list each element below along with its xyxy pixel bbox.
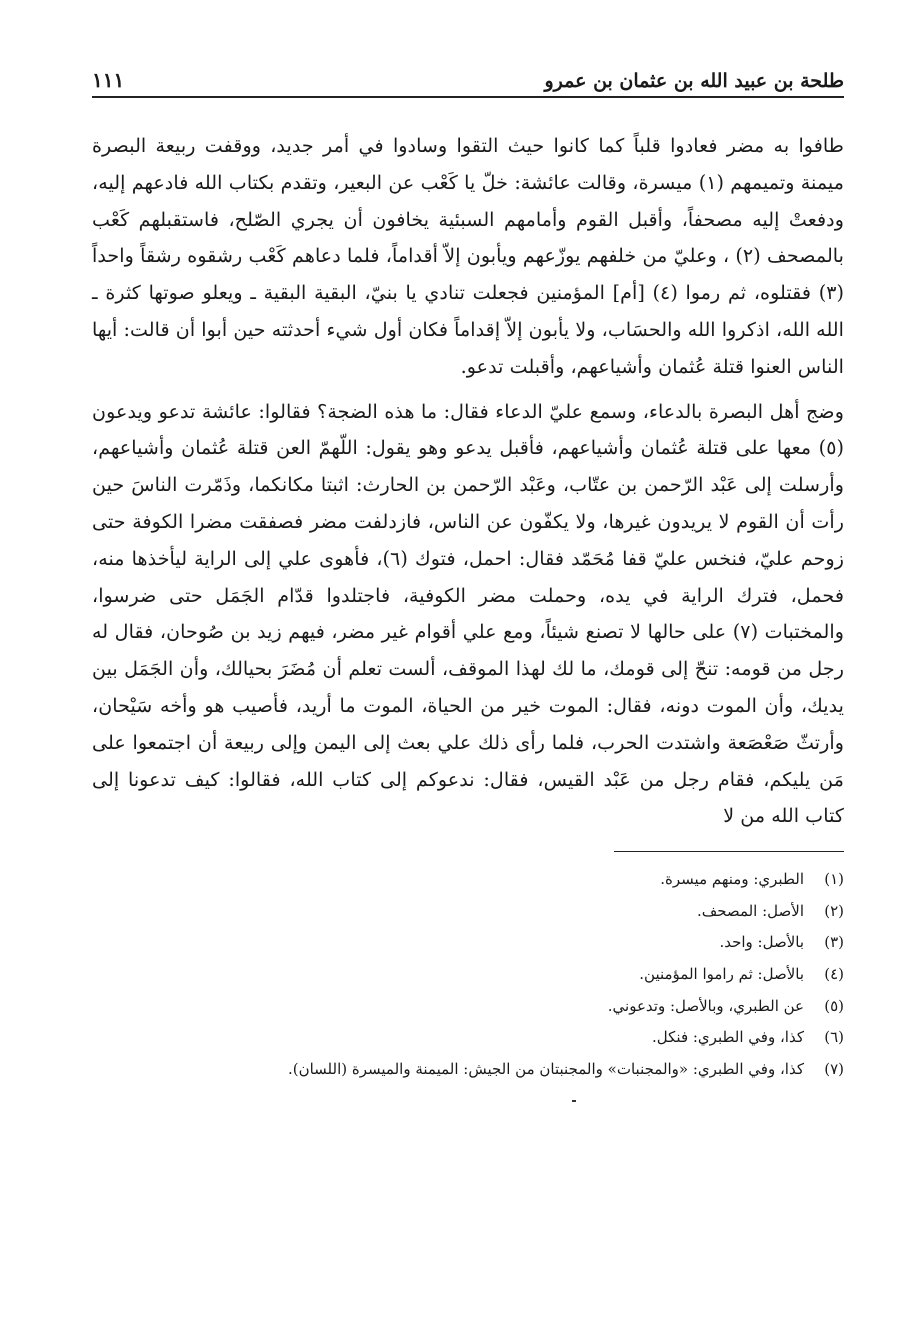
paragraph: وضج أهل البصرة بالدعاء، وسمع عليّ الدعاء فقال: ما هذه الضجة؟ فقالوا: عائشة تدعو ويدعون (٥) معها على قتلة عُثمان وأشياعهم، فأقبل يدعو وهو يقول: اللّهمّ العن قتلة عُثمان وأشياعهم، وأرسلت إلى عَبْد الرّحمن بن عتّاب، وعَبْد الرّحمن بن الحارث: اثبتا مكانكما، وذَمّرت الناسَ حين رأت أن القوم لا يريدون غيرها، ولا يكفّون عن الناس، فازدلفت مضر فصفقت مضرا الكوفة حتى زوحم عليّ، فنخس عليّ قفا مُحَمّد فقال: احمل، فتوك (٦)، فأهوى علي إلى الراية ليأخذها منه، فحمل، فترك الراية في يده، وحملت مضر الكوفية، فاجتلدوا قدّام الجَمَل حتى ضرسوا، والمختبات (٧) على حالها لا تصنع شيئاً، ومع علي أقوام غير مضر، فيهم زيد بن صُوحان، فقال له رجل من قومه: تنحّ إلى قومك، ما لك لهذا الموقف، ألست تعلم أن مُضَرَ بحيالك، وأن الجَمَل بين يديك، وأن الموت دونه، فقال: الموت خير من الحياة، الموت ما أريد، فأصيب هو وأخه سَيْحان، وأرتثّ صَعْصَعة واشتدت الحرب، فلما رأى ذلك علي بعث إلى اليمن وإلى ربيعة أن اجتمعوا على مَن يليكم، فقام رجل من عَبْد القيس، فقال: ندعوكم إلى كتاب الله، فقالوا: كيف تدعونا إلى كتاب الله من لا bbox=[92, 399, 844, 828]
book-page bbox=[92, 52, 844, 1085]
footnote bbox=[92, 1054, 844, 1086]
paragraph: طافوا به مضر فعادوا قلباً كما كانوا حيث التقوا وسادوا في أمر جديد، ووقفت ربيعة البصرة ميمنة وتميمهم (١) ميسرة، وقالت عائشة: خلّ يا كَعْب عن البعير، وتقدم بكتاب الله فادعهم إليه، ودفعتْ إليه مصحفاً، وأقبل القوم وأمامهم السبئية يخافون أن يجري الصّلح، فاستقبلهم كَعْب بالمصحف (٢) ، وعليّ من خلفهم يوزّعهم ويأبون إلاّ أقداماً، فلما دعاهم كَعْب رشقوه رشقاً واحداً (٣) فقتلوه، ثم رموا (٤) [أم] المؤمنين فجعلت تنادي يا بنيّ، البقية البقية ـ ويعلو صوتها كثرة ـ الله الله، اذكروا الله والحسَاب، ولا يأبون إلاّ إقداماً فكان أول شيء أحدثته حين أبوا أن قالت: أيها الناس العنوا قتلة عُثمان وأشياعهم، وأقبلت تدعو. bbox=[92, 134, 844, 378]
footnote-number: (٣) bbox=[824, 933, 844, 952]
footnote-text: الأصل: المصحف. bbox=[696, 901, 804, 920]
page-header bbox=[92, 52, 844, 98]
footnote bbox=[92, 896, 844, 928]
body-text bbox=[92, 128, 844, 835]
footnote bbox=[92, 927, 844, 959]
footnote bbox=[92, 864, 844, 896]
footnote-number: (١) bbox=[824, 870, 844, 889]
footnote-text: بالأصل: ثم راموا المؤمنين. bbox=[639, 964, 804, 983]
footnote-number: (٥) bbox=[824, 996, 844, 1015]
footnote-number: (٤) bbox=[824, 964, 844, 983]
footnote-text: كذا، وفي الطبري: «والمجنبات» والمجنبتان من الجيش: الميمنة والميسرة (اللسان). bbox=[287, 1059, 804, 1078]
footnote-number: (٦) bbox=[824, 1028, 844, 1047]
page-number: ١١١ bbox=[92, 68, 125, 92]
footnote-number: (٧) bbox=[824, 1059, 844, 1078]
footnote bbox=[92, 959, 844, 991]
footnotes-list bbox=[92, 864, 844, 1085]
running-title: طلحة بن عبيد الله بن عثمان بن عمرو bbox=[544, 70, 844, 92]
footnote-text: عن الطبري، وبالأصل: وتدعوني. bbox=[607, 996, 804, 1015]
footnote-divider bbox=[614, 851, 844, 852]
footnote bbox=[92, 1022, 844, 1054]
footnote-number: (٢) bbox=[824, 901, 844, 920]
footnote-text: بالأصل: واحد. bbox=[719, 933, 804, 952]
footnote bbox=[92, 991, 844, 1023]
footnote-text: كذا، وفي الطبري: فنكل. bbox=[652, 1028, 804, 1047]
footnote-text: الطبري: ومنهم ميسرة. bbox=[660, 870, 804, 889]
stray-ink-mark bbox=[572, 1100, 576, 1102]
